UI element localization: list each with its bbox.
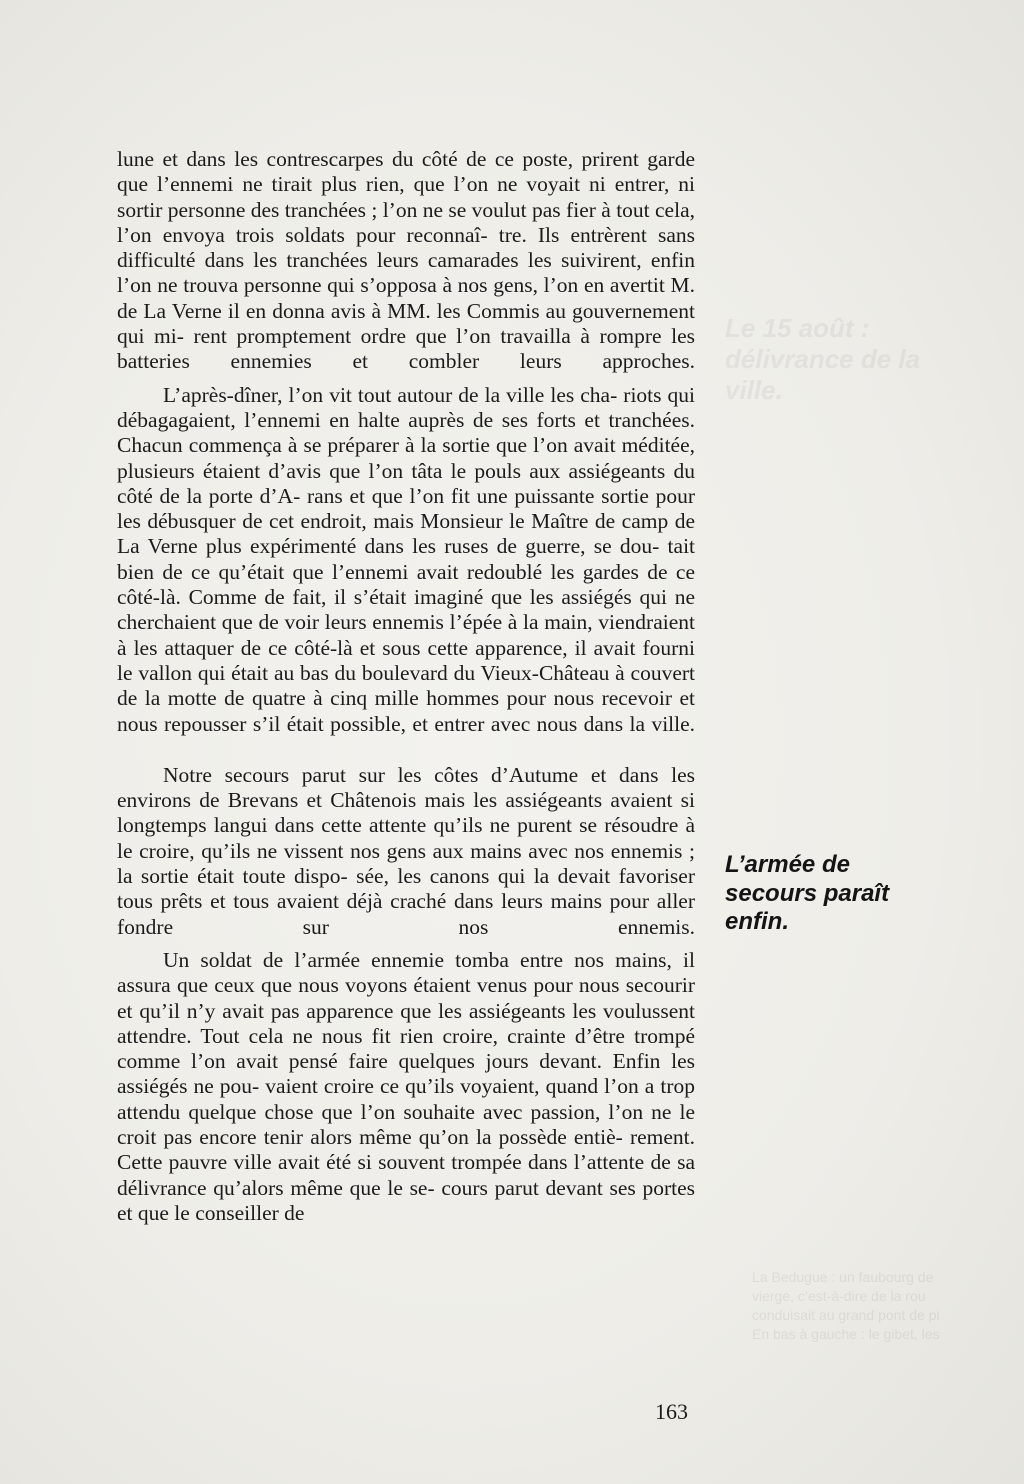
text-line: sortie que l’on avait méditée, plusieurs étaient d’avis que <box>117 433 696 483</box>
text-line: nos ennemis. <box>458 914 696 939</box>
text-line: aux mains avec nos ennemis ; la sortie était toute dispo- <box>117 838 695 889</box>
text-line: l’on tâta le pouls aux assiégeants du côté de la porte d’A- <box>117 458 695 508</box>
paragraph <box>117 147 695 375</box>
text-line: du boulevard du Vieux-Château à couvert de la motte de <box>117 660 696 711</box>
text-line: environs de Brevans et Châtenois mais les assiégeants <box>117 788 603 813</box>
text-line: dans l’attente de sa délivrance qu’alors même que le se- <box>117 1150 696 1200</box>
text-line: avaient déjà craché dans leurs mains pour aller fondre sur <box>117 889 695 939</box>
text-line: forts et tranchées. Chacun commença à se préparer à la <box>117 407 695 458</box>
text-line: Verne plus expérimenté dans les ruses de guerre, se dou- <box>147 534 660 559</box>
text-line: rans et que l’on fit une puissante sortie pour les débusquer <box>117 483 696 534</box>
text-line: donna avis à MM. les Commis au gouvernement qui mi- <box>117 298 695 349</box>
text-line: garde que l’ennemi ne tirait plus rien, que l’on ne voyait ni <box>117 147 696 197</box>
text-line: rement. Cette pauvre ville avait été si souvent trompée <box>117 1124 696 1175</box>
text-line: l’épée à la main, viendraient à les attaquer de ce côté-là et <box>117 610 695 660</box>
text-line: pas fier à tout cela, l’on envoya trois soldats pour reconnaî- <box>117 197 695 247</box>
text-line: batteries ennemies et combler leurs approches. <box>117 349 695 374</box>
text-line: pour nous secourir et qu’il n’y avait pas apparence que les <box>117 973 696 1023</box>
text-line: rien croire, crainte d’être trompé comme l’on avait pensé <box>117 1023 696 1074</box>
text-line: tre. Ils entrèrent sans difficulté dans les tranchées leurs <box>117 222 695 273</box>
text-line: L’après-dîner, l’on vit tout autour de la ville les cha- <box>163 382 618 407</box>
text-line: de cet endroit, mais Monsieur le Maître de camp de La <box>117 509 695 559</box>
text-line: les assiégés qui ne cherchaient que de voir leurs ennemis <box>117 585 695 635</box>
text-line: gardes de ce côté-là. Comme de fait, il s’était imaginé que <box>117 559 696 610</box>
text-line: repousser s’il était possible, et entrer avec nous dans la <box>164 711 646 736</box>
page-number: 163 <box>655 1399 688 1424</box>
show-through-heading: Le 15 août : délivrance de la ville. <box>725 313 921 405</box>
text-line: camarades les suivirent, enfin l’on ne trouva personne qui <box>117 248 696 298</box>
text-line: assiégeants les voulussent attendre. Tout cela ne nous fit <box>117 998 696 1048</box>
paragraph <box>117 763 695 940</box>
margin-heading-line: L’armée de <box>725 851 850 878</box>
margin-heading-line: secours paraît <box>725 879 890 907</box>
text-line: faire quelques jours devant. Enfin les assiégés ne pou- <box>117 1049 696 1099</box>
text-line: tait bien de ce qu’était que l’ennemi avait redoublé les <box>117 534 696 584</box>
text-line: croit pas encore tenir alors même qu’on la possède entiè- <box>117 1124 623 1149</box>
text-line: avaient si longtemps langui dans cette attente qu’ils ne <box>117 788 695 838</box>
paragraph <box>117 383 695 737</box>
paragraph <box>117 948 695 1226</box>
text-line: quatre à cinq mille hommes pour nous recevoir et nous <box>117 686 695 736</box>
text-line: cours parut devant ses portes et que le conseiller de <box>117 1175 696 1225</box>
text-line: riots qui débagagaient, l’ennemi en halte auprès de ses <box>117 382 695 432</box>
text-line: s’opposa à nos gens, l’on en avertit M. de La Verne il en <box>117 273 696 323</box>
text-line: purent se résoudre à le croire, qu’ils ne vissent nos gens <box>117 813 695 863</box>
text-line: sous cette apparence, il avait fourni le vallon qui était au bas <box>117 635 695 685</box>
text-line: Notre secours parut sur les côtes d’Autume et dans les <box>163 762 695 787</box>
text-line: vaient croire ce qu’ils voyaient, quand l’on a trop attendu <box>117 1074 696 1124</box>
margin-heading-line: enfin. <box>725 908 789 935</box>
body-text <box>117 147 695 1226</box>
text-line: quelque chose que l’on souhaite avec passion, l’on ne le <box>188 1099 696 1124</box>
show-through-caption: La Bedugue : un faubourg de vierge, c’est-à-dire de la rou conduisait au grand pont de pi En bas à gauche : le gibet, les <box>752 1269 940 1342</box>
text-line: sée, les canons qui la devait favoriser tous prêts et tous <box>117 864 696 914</box>
margin-heading <box>725 851 965 937</box>
text-line: rent promptement ordre que l’on travailla à rompre les <box>193 324 696 349</box>
text-line: lune et dans les contrescarpes du côté de ce poste, prirent <box>117 147 639 171</box>
text-line: ville. <box>651 711 696 736</box>
text-line: entrer, ni sortir personne des tranchées ; l’on ne se voulut <box>117 172 696 222</box>
text-line: mains, il assura que ceux que nous voyons étaient venus <box>117 947 695 998</box>
text-line: Un soldat de l’armée ennemie tomba entre nos <box>163 947 605 972</box>
